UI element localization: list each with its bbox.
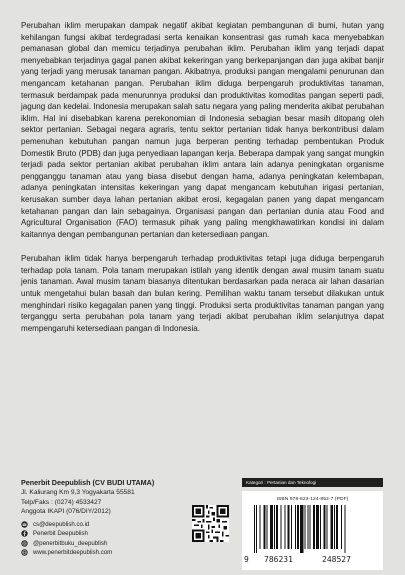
globe-icon: [21, 549, 28, 556]
contact-instagram-text[interactable]: @penerbitbuku_deepublish: [33, 539, 108, 547]
category-label: Kategori : Pertanian dan Teknologi: [242, 478, 383, 487]
contact-facebook-text[interactable]: Penerbit Deepublish: [33, 530, 88, 538]
barcode-bar: [297, 505, 299, 549]
isbn-box: [242, 478, 383, 570]
barcode-bar: [259, 505, 260, 549]
contact-email-text[interactable]: cs@deepublish.co.id: [33, 520, 90, 528]
contact-email: [21, 520, 191, 529]
barcode-digits-right: 248527: [322, 555, 351, 564]
isbn-number: ISBN 978-623-124-852-7 (PDF): [276, 497, 349, 502]
barcode-bar: [320, 505, 321, 549]
barcode-bar: [334, 505, 335, 549]
barcode-bar: [308, 505, 309, 549]
barcode-bar: [344, 505, 345, 553]
publisher-membership: Anggota IKAPI (076/DIY/2012): [21, 508, 111, 516]
barcode-bar: [304, 505, 305, 549]
barcode-bar: [295, 505, 296, 549]
barcode: [250, 505, 375, 553]
contact-facebook: [21, 529, 191, 538]
barcode-bar: [336, 505, 338, 549]
barcode-bar: [341, 505, 342, 549]
barcode-bar: [288, 505, 290, 549]
barcode-bar: [256, 505, 257, 553]
publisher-name: Penerbit Deepublish (CV BUDI UTAMA): [21, 478, 155, 487]
barcode-bar: [254, 505, 255, 553]
barcode-bar: [326, 505, 327, 549]
barcode-digit-first: 9: [244, 555, 249, 564]
barcode-bar: [313, 505, 315, 549]
barcode-digits: [242, 555, 383, 565]
barcode-bar: [331, 505, 333, 549]
synopsis: [21, 20, 384, 347]
qr-code[interactable]: [192, 505, 229, 542]
publisher-phone: Telp/Faks : (0274) 4533427: [21, 498, 102, 506]
contact-instagram: [21, 539, 191, 548]
barcode-bar: [310, 505, 311, 549]
facebook-icon: [21, 530, 28, 537]
instagram-icon: [21, 540, 28, 547]
barcode-bar: [291, 505, 292, 549]
publisher-address: Jl. Kaliurang Km 9,3 Yogyakarta 55581: [21, 489, 135, 496]
barcode-bar: [284, 505, 285, 549]
barcode-bar: [270, 505, 273, 549]
email-icon: [21, 521, 28, 528]
barcode-bar: [274, 505, 275, 549]
barcode-bar: [300, 505, 303, 553]
barcode-digits-left: 786231: [264, 555, 293, 564]
barcode-panel: [242, 491, 383, 570]
barcode-bar: [323, 505, 325, 549]
publisher-info: [21, 478, 191, 557]
contact-website: [21, 548, 191, 557]
barcode-bar: [316, 505, 319, 549]
paragraph-2: Perubahan iklim tidak hanya berpengaruh terhadap produktivitas tetapi juga diduga berpengaruh terhadap pola tanam. Pola tanam merupakan istilah yang identik dengan awal musim tanam suatu jenis tanaman. Awal musim tanam biasanya ditentukan berdasarkan pada neraca air lahan dasarian untuk mengetahui bulan basah dan bulan kering. Pemilihan waktu tanam tersebut dilakukan untuk menghindari risiko kegagalan panen yang tinggi. Produksi serta produktivitas tanaman pangan yang terganggu serta perubahan pola tanam yang terjadi akibat perubahan iklim selanjutnya dapat mempengaruhi ketersediaan pangan di Indonesia.: [21, 254, 384, 333]
barcode-bar: [263, 505, 265, 549]
contact-list: [21, 520, 191, 558]
paragraph-1: Perubahan iklim merupakan dampak negatif akibat kegiatan pembangunan di bumi, hutan yang kehilangan fungsi akibat terdegradasi serta kenaikan konsentrasi gas rumah kaca menyebabkan pemanasan global dan memicu terjadinya perubahan iklim. Perubahan iklim yang terjadi dapat menyebabkan terjadinya gagal panen akibat kekeringan yang berkepanjangan dan juga akibat banjir yang terjadi yang merusak tanaman pangan. Akibatnya, produksi pangan mengalami penurunan dan mengancam ketahanan pangan. Perubahan iklim diduga berpengaruh produktivitas tanaman, termasuk berdampak pada menurunnya produksi dan produktivitas komoditas pangan seperti padi, jagung dan kedelai. Indonesia merupakan salah satu negara yang paling menderita akibat perubahan iklim. Hal ini disebabkan karena perekonomian di Indonesia sebagian besar masih ditopang oleh sektor pertanian. Sebagai negara agraris, tentu sektor pertanian tidak hanya berkontribusi dalam pemenuhan kebutuhan pangan namun juga berperan penting terhadap pembentukan Produk Domestik Bruto (PDB) dan juga penyediaan lapangan kerja. Beberapa dampak yang sangat mungkin terjadi pada sektor pertanian akibat perubahan iklim antara lain adanya peningkatan organisme pengganggu tanaman atau yang biasa disebut dengan hama, adanya peningkatan kelembapan, adanya peningkatan intensitas kekeringan yang dapat mengancam kebutuhan irigasi pertanian, kerusakan sumber daya lahan pertanian akibat erosi, kegagalan panen yang dapat mengancam ketahanan pangan dan lain sebagainya. Organisasi pangan dan pertanian dunia atau Food and Agricultural Organisation (FAO) termasuk pihak yang paling mengkhawatirkan kondisi ini dalam kaitannya dengan pembangunan pertanian dan ketersediaan pangan.: [21, 21, 384, 239]
barcode-bar: [276, 505, 278, 549]
cover-footer: [0, 478, 405, 575]
barcode-bar: [267, 505, 268, 549]
contact-website-text[interactable]: www.penerbitdeepublish.com: [33, 549, 113, 557]
barcode-bar: [280, 505, 281, 549]
